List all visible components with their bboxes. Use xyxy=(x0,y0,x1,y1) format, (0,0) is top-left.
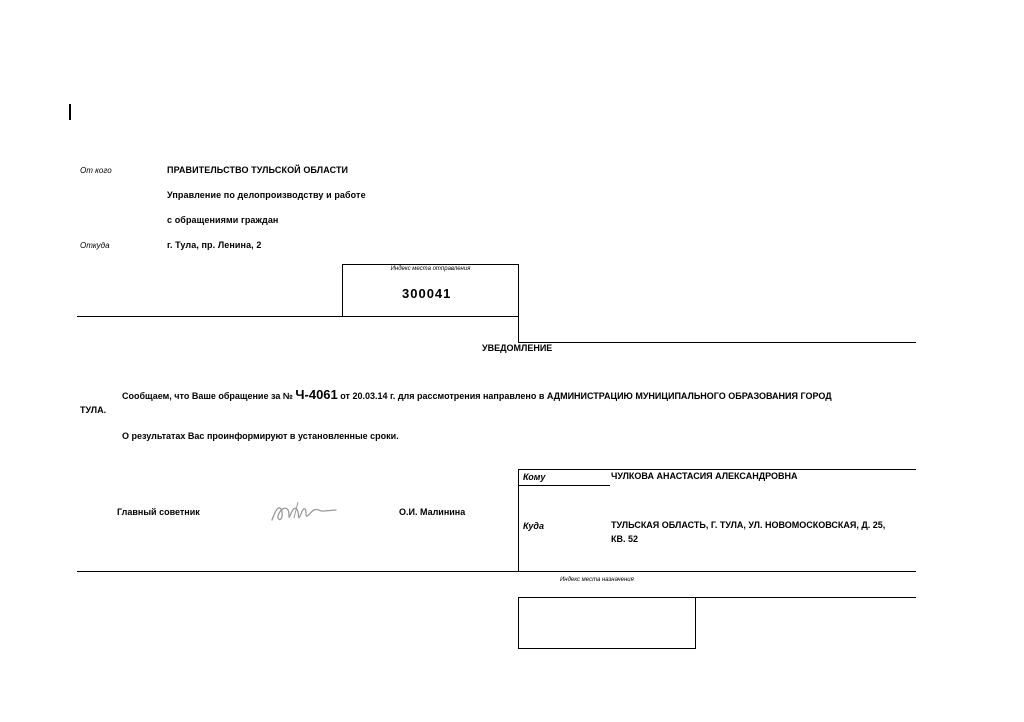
where-from-label: Откуда xyxy=(80,241,110,250)
from-label: От кого xyxy=(80,166,112,175)
signer-position: Главный советник xyxy=(117,507,200,517)
recipient-address-line2: КВ. 52 xyxy=(611,534,639,544)
notice-paragraph-1 xyxy=(122,388,832,403)
recipient-address-line1: ТУЛЬСКАЯ ОБЛАСТЬ, Г. ТУЛА, УЛ. НОВОМОСКОВСКАЯ, Д. 25, xyxy=(611,520,886,530)
appeal-number: Ч-4061 xyxy=(295,387,338,402)
notice-text-before-number: Сообщаем, что Ваше обращение за № xyxy=(122,391,293,401)
handwritten-signature xyxy=(268,498,340,526)
where-to-label: Куда xyxy=(523,521,544,531)
upper-separator-line xyxy=(77,316,519,317)
to-label-underline xyxy=(518,485,610,486)
notice-title: УВЕДОМЛЕНИЕ xyxy=(482,343,553,353)
destination-index-box xyxy=(518,597,696,649)
lower-separator-line xyxy=(77,571,916,572)
destination-right-line xyxy=(696,597,916,598)
notice-text-after-number: от 20.03.14 г. для рассмотрения направлено в АДМИНИСТРАЦИЮ МУНИЦИПАЛЬНОГО ОБРАЗОВАНИЯ ГОРОД xyxy=(340,391,832,401)
origin-index-value: 300041 xyxy=(402,286,452,301)
origin-index-label: Индекс места отправления xyxy=(390,266,471,272)
notice-paragraph-1-continuation: ТУЛА. xyxy=(80,405,107,415)
recipient-name: ЧУЛКОВА АНАСТАСИЯ АЛЕКСАНДРОВНА xyxy=(611,471,798,481)
notice-paragraph-2: О результатах Вас проинформируют в установленные сроки. xyxy=(122,431,399,441)
to-label: Кому xyxy=(523,472,546,482)
sender-name-line2: Управление по делопроизводству и работе xyxy=(167,190,366,200)
right-separator-line xyxy=(518,342,916,343)
text-cursor xyxy=(69,104,71,120)
origin-box-tail-line xyxy=(518,316,519,342)
sender-address: г. Тула, пр. Ленина, 2 xyxy=(167,240,262,250)
destination-index-label: Индекс места назначения xyxy=(560,577,634,583)
sender-name-line3: с обращениями граждан xyxy=(167,215,279,225)
sender-name-line1: ПРАВИТЕЛЬСТВО ТУЛЬСКОЙ ОБЛАСТИ xyxy=(167,165,349,175)
signer-name: О.И. Малинина xyxy=(399,507,466,517)
